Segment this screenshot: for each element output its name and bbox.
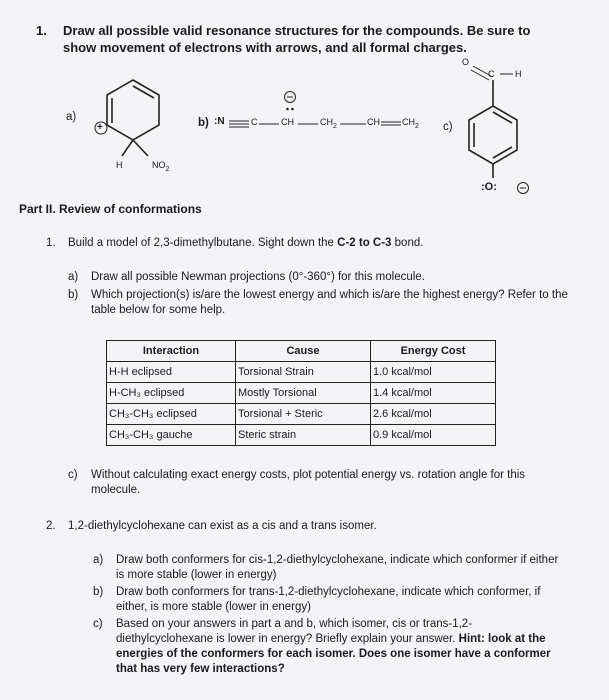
triple-bond (227, 119, 251, 129)
table-cell: 1.0 kcal/mol (371, 362, 496, 383)
item1-number: 1. (46, 237, 56, 249)
part2-heading: Part II. Review of conformations (19, 202, 202, 216)
item2b-text: Draw both conformers for trans-1,2-diethylcyclohexane, indicate which conformer, if either, is more stable (lower in energy) (116, 586, 541, 613)
structure-b-formula (214, 116, 225, 127)
table-row (107, 404, 496, 425)
table-cell: 1.4 kcal/mol (371, 383, 496, 404)
table-cell: Mostly Torsional (236, 383, 371, 404)
cyclohexadiene-ring (107, 80, 159, 156)
table-cell: CH₃-CH₃ eclipsed (107, 404, 236, 425)
item2c-text: Based on your answers in part a and b, which isomer, cis or trans-1,2-diethylcyclohexane is lower in energy? Briefly explain your answer. Hint: look at the energies of the conformers for each isomer. Does one isomer have a conformer that has very few interactions? (116, 618, 551, 675)
table-cell: 0.9 kcal/mol (371, 425, 496, 446)
double-bond (381, 120, 401, 127)
structure-b-label: b) (198, 117, 209, 129)
phenoxide-oxygen: :O: (481, 181, 497, 193)
table-cell: H-H eclipsed (107, 362, 236, 383)
structure-a-charge: + (97, 122, 103, 133)
table-header-row (107, 341, 496, 362)
table-row (107, 383, 496, 404)
table-header: Cause (236, 341, 371, 362)
item1c-text: Without calculating exact energy costs, plot potential energy vs. rotation angle for this molecule. (91, 469, 526, 496)
single-bond-3 (340, 122, 366, 126)
item2c-label: c) (93, 618, 103, 630)
table-cell: H-CH₃ eclipsed (107, 383, 236, 404)
item1b-label: b) (68, 289, 79, 301)
item2-number: 2. (46, 520, 56, 532)
item1-text: Build a model of 2,3-dimethylbutane. Sight down the C-2 to C-3 bond. (68, 237, 424, 249)
item2a-text: Draw both conformers for cis-1,2-diethylcyclohexane, indicate which conformer if either is more stable (lower in energy) (116, 554, 559, 581)
question-1-number: 1. (36, 23, 47, 38)
structure-a-no2: $NO_2$ (152, 160, 170, 173)
energy-cost-table (106, 340, 496, 446)
structure-a-h: H (116, 160, 123, 170)
item2-text: 1,2-diethylcyclohexane can exist as a cis and a trans isomer. (68, 520, 377, 532)
item1a-label: a) (68, 271, 79, 283)
benzene-ring (469, 80, 517, 178)
carbonyl-oxygen: O (462, 57, 470, 67)
aldehyde-hydrogen: H (515, 69, 522, 79)
carbanion-charge (283, 90, 299, 116)
atom-c: C (251, 117, 258, 127)
item1b-text: Which projection(s) is/are the lowest energy and which is/are the highest energy? Refer to the table below for some help. (91, 289, 568, 316)
atom-ch2-2: $CH_2$ (402, 117, 419, 130)
structure-a-drawing (88, 68, 198, 178)
structure-c-label: c) (443, 121, 453, 133)
atom-n: N (217, 116, 225, 127)
item2a-label: a) (93, 554, 104, 566)
atom-ch-anion: CH (281, 117, 294, 127)
table-header: Energy Cost (371, 341, 496, 362)
atom-ch2-1: $CH_2$ (320, 117, 337, 130)
item1c-label: c) (68, 469, 78, 481)
atom-ch: CH (367, 117, 380, 127)
table-row (107, 362, 496, 383)
table-cell: Torsional Strain (236, 362, 371, 383)
table-cell: Torsional + Steric (236, 404, 371, 425)
single-bond-2 (298, 122, 318, 126)
table-row (107, 425, 496, 446)
structure-a-label: a) (66, 111, 77, 123)
carbonyl-carbon: C (488, 69, 495, 79)
single-bond-1 (259, 122, 279, 126)
table-header: Interaction (107, 341, 236, 362)
table-cell: Steric strain (236, 425, 371, 446)
question-1-text: Draw all possible valid resonance structures for the compounds. Be sure to show movement of electrons with arrows, and all formal charges. (63, 23, 531, 55)
structure-c-drawing (455, 58, 545, 198)
item1a-text: Draw all possible Newman projections (0°-360°) for this molecule. (91, 271, 425, 283)
item2b-label: b) (93, 586, 104, 598)
table-cell: CH₃-CH₃ gauche (107, 425, 236, 446)
lone-pair-n: : (214, 116, 218, 127)
table-cell: 2.6 kcal/mol (371, 404, 496, 425)
